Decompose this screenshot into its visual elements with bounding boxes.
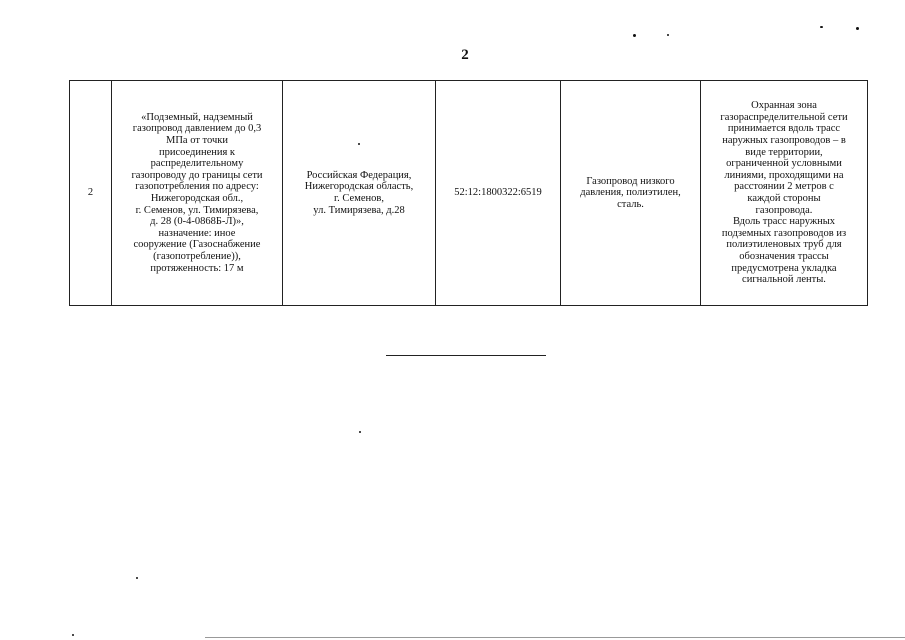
zone-line: полиэтиленовых труб для <box>726 239 842 251</box>
object-name-line: «Подземный, надземный <box>141 111 253 123</box>
object-name-line: Нижегородская обл., <box>150 193 244 204</box>
zone-line: наружных газопроводов – в <box>722 135 846 147</box>
zone-line: ограниченной условными <box>726 158 842 170</box>
zone-line: газопровода. <box>755 204 813 216</box>
scan-speck <box>359 431 361 433</box>
object-name-line: (газопотребление)), <box>153 250 241 262</box>
zone-line: Вдоль трасс наружных <box>732 216 836 228</box>
separator-line <box>386 355 546 356</box>
description-line: Газопровод низкого <box>586 175 675 187</box>
description-line: сталь. <box>617 198 644 210</box>
zone-line: виде территории, <box>745 146 823 158</box>
protective-zone-cell <box>701 81 868 306</box>
object-name-line: распределительному <box>150 158 244 170</box>
scan-speck <box>667 34 669 36</box>
object-name-cell <box>112 81 283 306</box>
table-row <box>70 81 868 306</box>
scan-speck <box>136 577 138 579</box>
object-name-line: назначение: иное <box>158 227 236 239</box>
zone-line: подземных газопроводов из <box>721 227 847 239</box>
zone-line: Охранная зона <box>751 100 817 112</box>
description-line: давления, полиэтилен, <box>580 187 681 199</box>
object-name-line: г. Семенов, ул. Тимирязева, <box>135 204 259 216</box>
zone-line: газораспределительной сети <box>720 111 848 123</box>
object-name-line: МПа от точки <box>166 135 228 147</box>
object-name-line: газопровод давлением до 0,3 <box>132 123 262 135</box>
object-name-line: сооружение (Газоснабжение <box>133 239 261 251</box>
address-line: г. Семенов, <box>334 193 384 204</box>
zone-line: каждой стороны <box>747 193 821 204</box>
object-name-line: д. 28 (0-4-0868Б-Л)», <box>150 216 244 228</box>
object-name-line: присоединения к <box>158 146 236 158</box>
address-line: Нижегородская область, <box>304 181 414 193</box>
row-index-cell: 2 <box>70 81 112 306</box>
zone-line: сигнальной ленты. <box>742 274 826 286</box>
page-number: 2 <box>461 47 469 63</box>
zone-line: предусмотрена укладка <box>731 262 837 274</box>
zone-line: принимается вдоль трасс <box>727 123 841 135</box>
zone-line: обозначения трассы <box>739 250 829 262</box>
scan-edge-line <box>205 637 905 638</box>
description-cell <box>561 81 701 306</box>
scan-speck <box>856 27 859 30</box>
zone-line: линиями, проходящими на <box>724 169 844 181</box>
address-line: ул. Тимирязева, д.28 <box>313 204 405 216</box>
address-cell <box>283 81 436 306</box>
zone-line: расстоянии 2 метров с <box>734 181 834 193</box>
object-name-line: газопроводу до границы сети <box>131 169 263 181</box>
scan-speck <box>820 26 823 28</box>
cadastral-number-cell: 52:12:1800322:6519 <box>436 81 561 306</box>
address-line: Российская Федерация, <box>306 169 412 181</box>
object-name-line: протяженность: 17 м <box>150 262 244 274</box>
object-name-line: газопотребления по адресу: <box>135 181 259 193</box>
scan-speck <box>358 143 360 145</box>
pipeline-table <box>69 80 868 306</box>
scan-speck <box>72 634 74 636</box>
scan-speck <box>633 34 636 37</box>
